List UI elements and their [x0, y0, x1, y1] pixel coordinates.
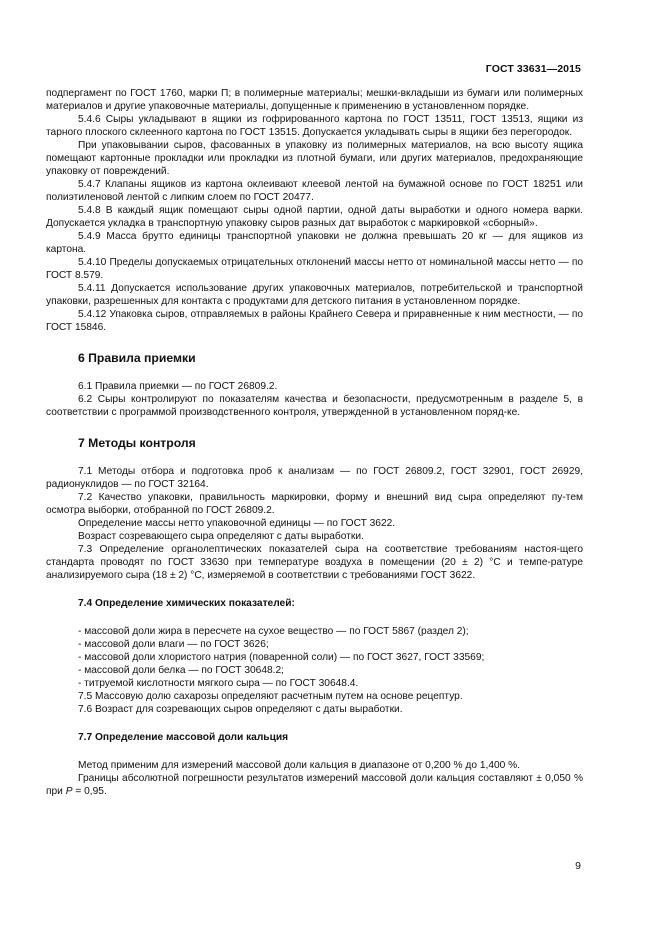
paragraph: подпергамент по ГОСТ 1760, марки П; в полимерные материалы; мешки-вкладыши из бумаги или полимерных материалов и другие упаковочные материалы, допущенные к применению в установленном порядке.	[46, 88, 583, 112]
paragraph: Возраст созревающего сыра определяют с даты выработки.	[78, 531, 364, 542]
paragraph: При упаковывании сыров, фасованных в упаковку из полимерных материалов, на всю высоту ящика помещают картонные прокладки или прокладки из плотной бумаги, или других материалов, предохраняющие упаковку от повреждений.	[46, 140, 583, 177]
page-content	[46, 87, 583, 798]
document-code-header: ГОСТ 33631—2015	[485, 63, 581, 75]
paragraph: 5.4.12 Упаковка сыров, отправляемых в районы Крайнего Севера и приравненные к ним местности, — по ГОСТ 15846.	[46, 309, 583, 333]
paragraph: 5.4.8 В каждый ящик помещают сыры одной партии, одной даты выработки и одного номера варки. Допускается укладка в транспортную упаковку сыров разных дат выработок с маркировкой «сборный».	[46, 205, 583, 229]
paragraph: 7.3 Определение органолептических показателей сыра на соответствие требованиям настоя-щего стандарта проводят по ГОСТ 33630 при температуре воздуха в помещении (20 ± 2) °С и темпе-ратуре анализируемого сыра (18 ± 2) °С, измеряемой в соответствии с требованиями ГОСТ 3622.	[46, 544, 583, 581]
paragraph: 5.4.11 Допускается использование других упаковочных материалов, потребительской и транспортной упаковки, разрешенных для контакта с продуктами для детского питания в установленном порядке.	[46, 283, 583, 307]
paragraph: 7.1 Методы отбора и подготовка проб к анализам — по ГОСТ 26809.2, ГОСТ 32901, ГОСТ 26929, радионуклидов — по ГОСТ 32164.	[46, 466, 583, 490]
paragraph-text: Границы абсолютной погрешности результатов измерений массовой доли кальция составляют ± 0,050 % при	[46, 773, 583, 797]
paragraph: 5.4.10 Пределы допускаемых отрицательных отклонений массы нетто от номинальной массы нетто — по ГОСТ 8.579.	[46, 257, 583, 281]
paragraph: Определение массы нетто упаковочной единицы — по ГОСТ 3622.	[78, 518, 396, 529]
paragraph: 6.2 Сыры контролируют по показателям качества и безопасности, предусмотренным в разделе 5, в соответствии с программой производственного контроля, утвержденной в установленном поряд-ке.	[46, 394, 583, 418]
list-item: - массовой доли хлористого натрия (поваренной соли) — по ГОСТ 3627, ГОСТ 33569;	[78, 652, 485, 663]
paragraph: 7.6 Возраст для созревающих сыров определяют с даты выработки.	[78, 704, 403, 715]
paragraph	[46, 772, 583, 798]
list-item: - массовой доли белка — по ГОСТ 30648.2;	[78, 665, 284, 676]
paragraph: 5.4.9 Масса брутто единицы транспортной упаковки не должна превышать 20 кг — для ящиков из картона.	[46, 231, 583, 255]
section-6-heading: 6 Правила приемки	[78, 351, 196, 365]
page-number: 9	[575, 860, 581, 872]
paragraph: 7.5 Массовую долю сахарозы определяют расчетным путем на основе рецептур.	[78, 691, 463, 702]
list-item: - титруемой кислотности мягкого сыра — по ГОСТ 30648.4.	[78, 678, 359, 689]
section-7-heading: 7 Методы контроля	[78, 436, 196, 450]
paragraph: 5.4.7 Клапаны ящиков из картона оклеивают клеевой лентой на бумажной основе по ГОСТ 18251 или полиэтиленовой лентой с липким слоем по ГОСТ 20477.	[46, 179, 583, 203]
paragraph: 5.4.6 Сыры укладывают в ящики из гофрированного картона по ГОСТ 13511, ГОСТ 13513, ящики из тарного плоского склеенного картона по ГОСТ 13515. Допускается укладывать сыры в ящики без перегородок.	[46, 114, 583, 138]
subsection-7-4-heading: 7.4 Определение химических показателей:	[78, 598, 295, 609]
paragraph: 7.2 Качество упаковки, правильность маркировки, форму и внешний вид сыра определяют пу-тем осмотра выборки, отобранной по ГОСТ 26809.2.	[46, 492, 583, 516]
subsection-7-7-heading: 7.7 Определение массовой доли кальция	[78, 732, 289, 743]
list-item: - массовой доли влаги — по ГОСТ 3626;	[78, 639, 269, 650]
paragraph-text: = 0,95.	[72, 786, 107, 797]
paragraph: 6.1 Правила приемки — по ГОСТ 26809.2.	[78, 381, 278, 392]
list-item: - массовой доли жира в пересчете на сухое вещество — по ГОСТ 5867 (раздел 2);	[78, 626, 469, 637]
probability-symbol: P	[65, 786, 73, 797]
paragraph: Метод применим для измерений массовой доли кальция в диапазоне от 0,200 % до 1,400 %.	[78, 760, 521, 771]
